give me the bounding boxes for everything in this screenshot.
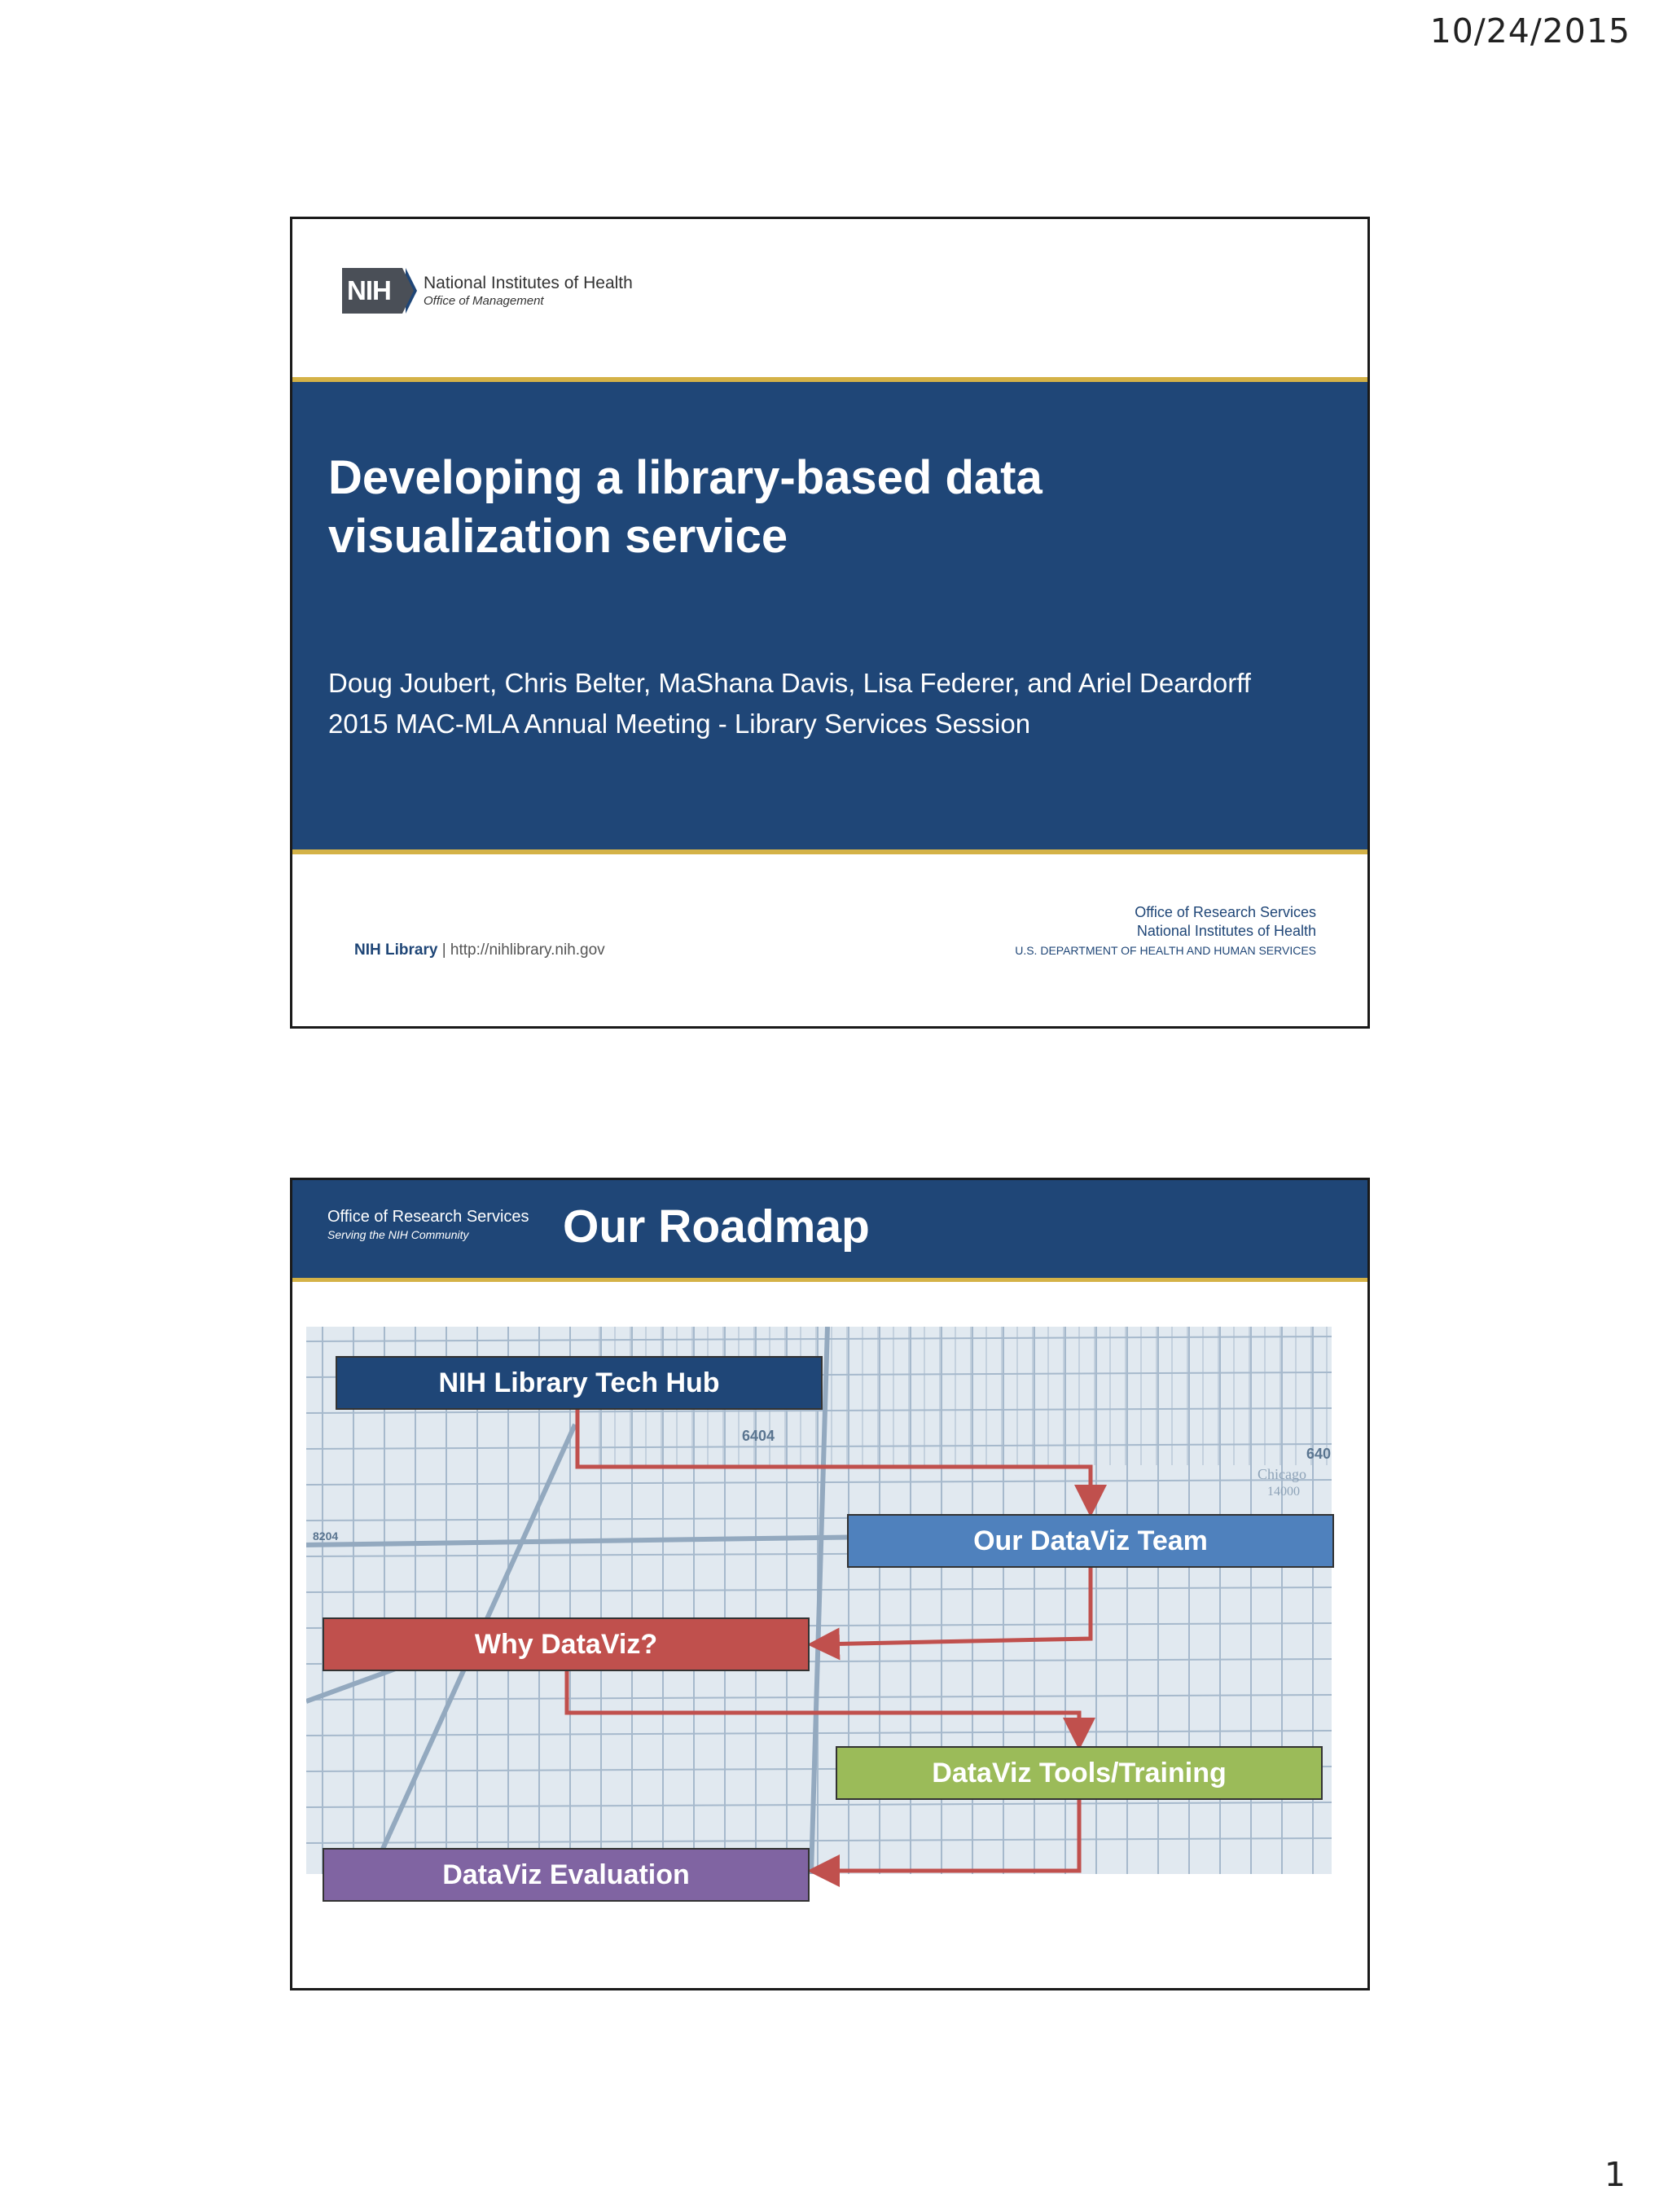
ors-line2: National Institutes of Health	[1136, 923, 1316, 939]
roadmap-step-why-dataviz: Why DataViz?	[323, 1617, 810, 1671]
page-number: 1	[1604, 2155, 1626, 2194]
map-label-8204: 8204	[313, 1530, 339, 1543]
map-label-14000: 14000	[1267, 1485, 1300, 1499]
slide-title: Developing a library-based data visualization service	[328, 451, 1042, 563]
library-name: NIH Library	[354, 941, 438, 959]
ors-line3: U.S. DEPARTMENT OF HEALTH AND HUMAN SERVICES	[1015, 944, 1316, 957]
gold-rule-bottom	[292, 849, 1367, 854]
nih-logo	[342, 268, 633, 314]
library-url[interactable]: http://nihlibrary.nih.gov	[450, 941, 605, 959]
header-gold-rule	[292, 1278, 1367, 1282]
roadmap-step-tools-training: DataViz Tools/Training	[836, 1746, 1323, 1800]
meeting-name: 2015 MAC-MLA Annual Meeting - Library Services Session	[328, 709, 1031, 739]
library-footer: NIH Library | http://nihlibrary.nih.gov	[354, 941, 605, 959]
logo-sub-name: Office of Management	[424, 294, 544, 308]
roadmap-step-dataviz-team: Our DataViz Team	[847, 1514, 1334, 1568]
title-slide	[290, 217, 1370, 1029]
roadmap-step-tech-hub: NIH Library Tech Hub	[336, 1356, 823, 1410]
ors-footer	[1015, 903, 1316, 960]
logo-org-name: National Institutes of Health	[424, 274, 633, 292]
roadmap-slide	[290, 1178, 1370, 1990]
page-date: 10/24/2015	[1429, 11, 1631, 50]
authors: Doug Joubert, Chris Belter, MaShana Davis, Lisa Federer, and Ariel Deardorff	[328, 668, 1251, 698]
roadmap-title: Our Roadmap	[563, 1200, 870, 1253]
roadmap-step-evaluation: DataViz Evaluation	[323, 1848, 810, 1902]
map-label-6404: 6404	[742, 1428, 775, 1444]
ors-branding: Office of Research Services Serving the NIH Community	[327, 1208, 529, 1241]
map-label-640: 640	[1306, 1446, 1332, 1462]
nih-badge-icon: NIH	[342, 268, 415, 314]
map-label-chicago: Chicago	[1258, 1466, 1306, 1482]
ors-line1: Office of Research Services	[1135, 904, 1316, 920]
